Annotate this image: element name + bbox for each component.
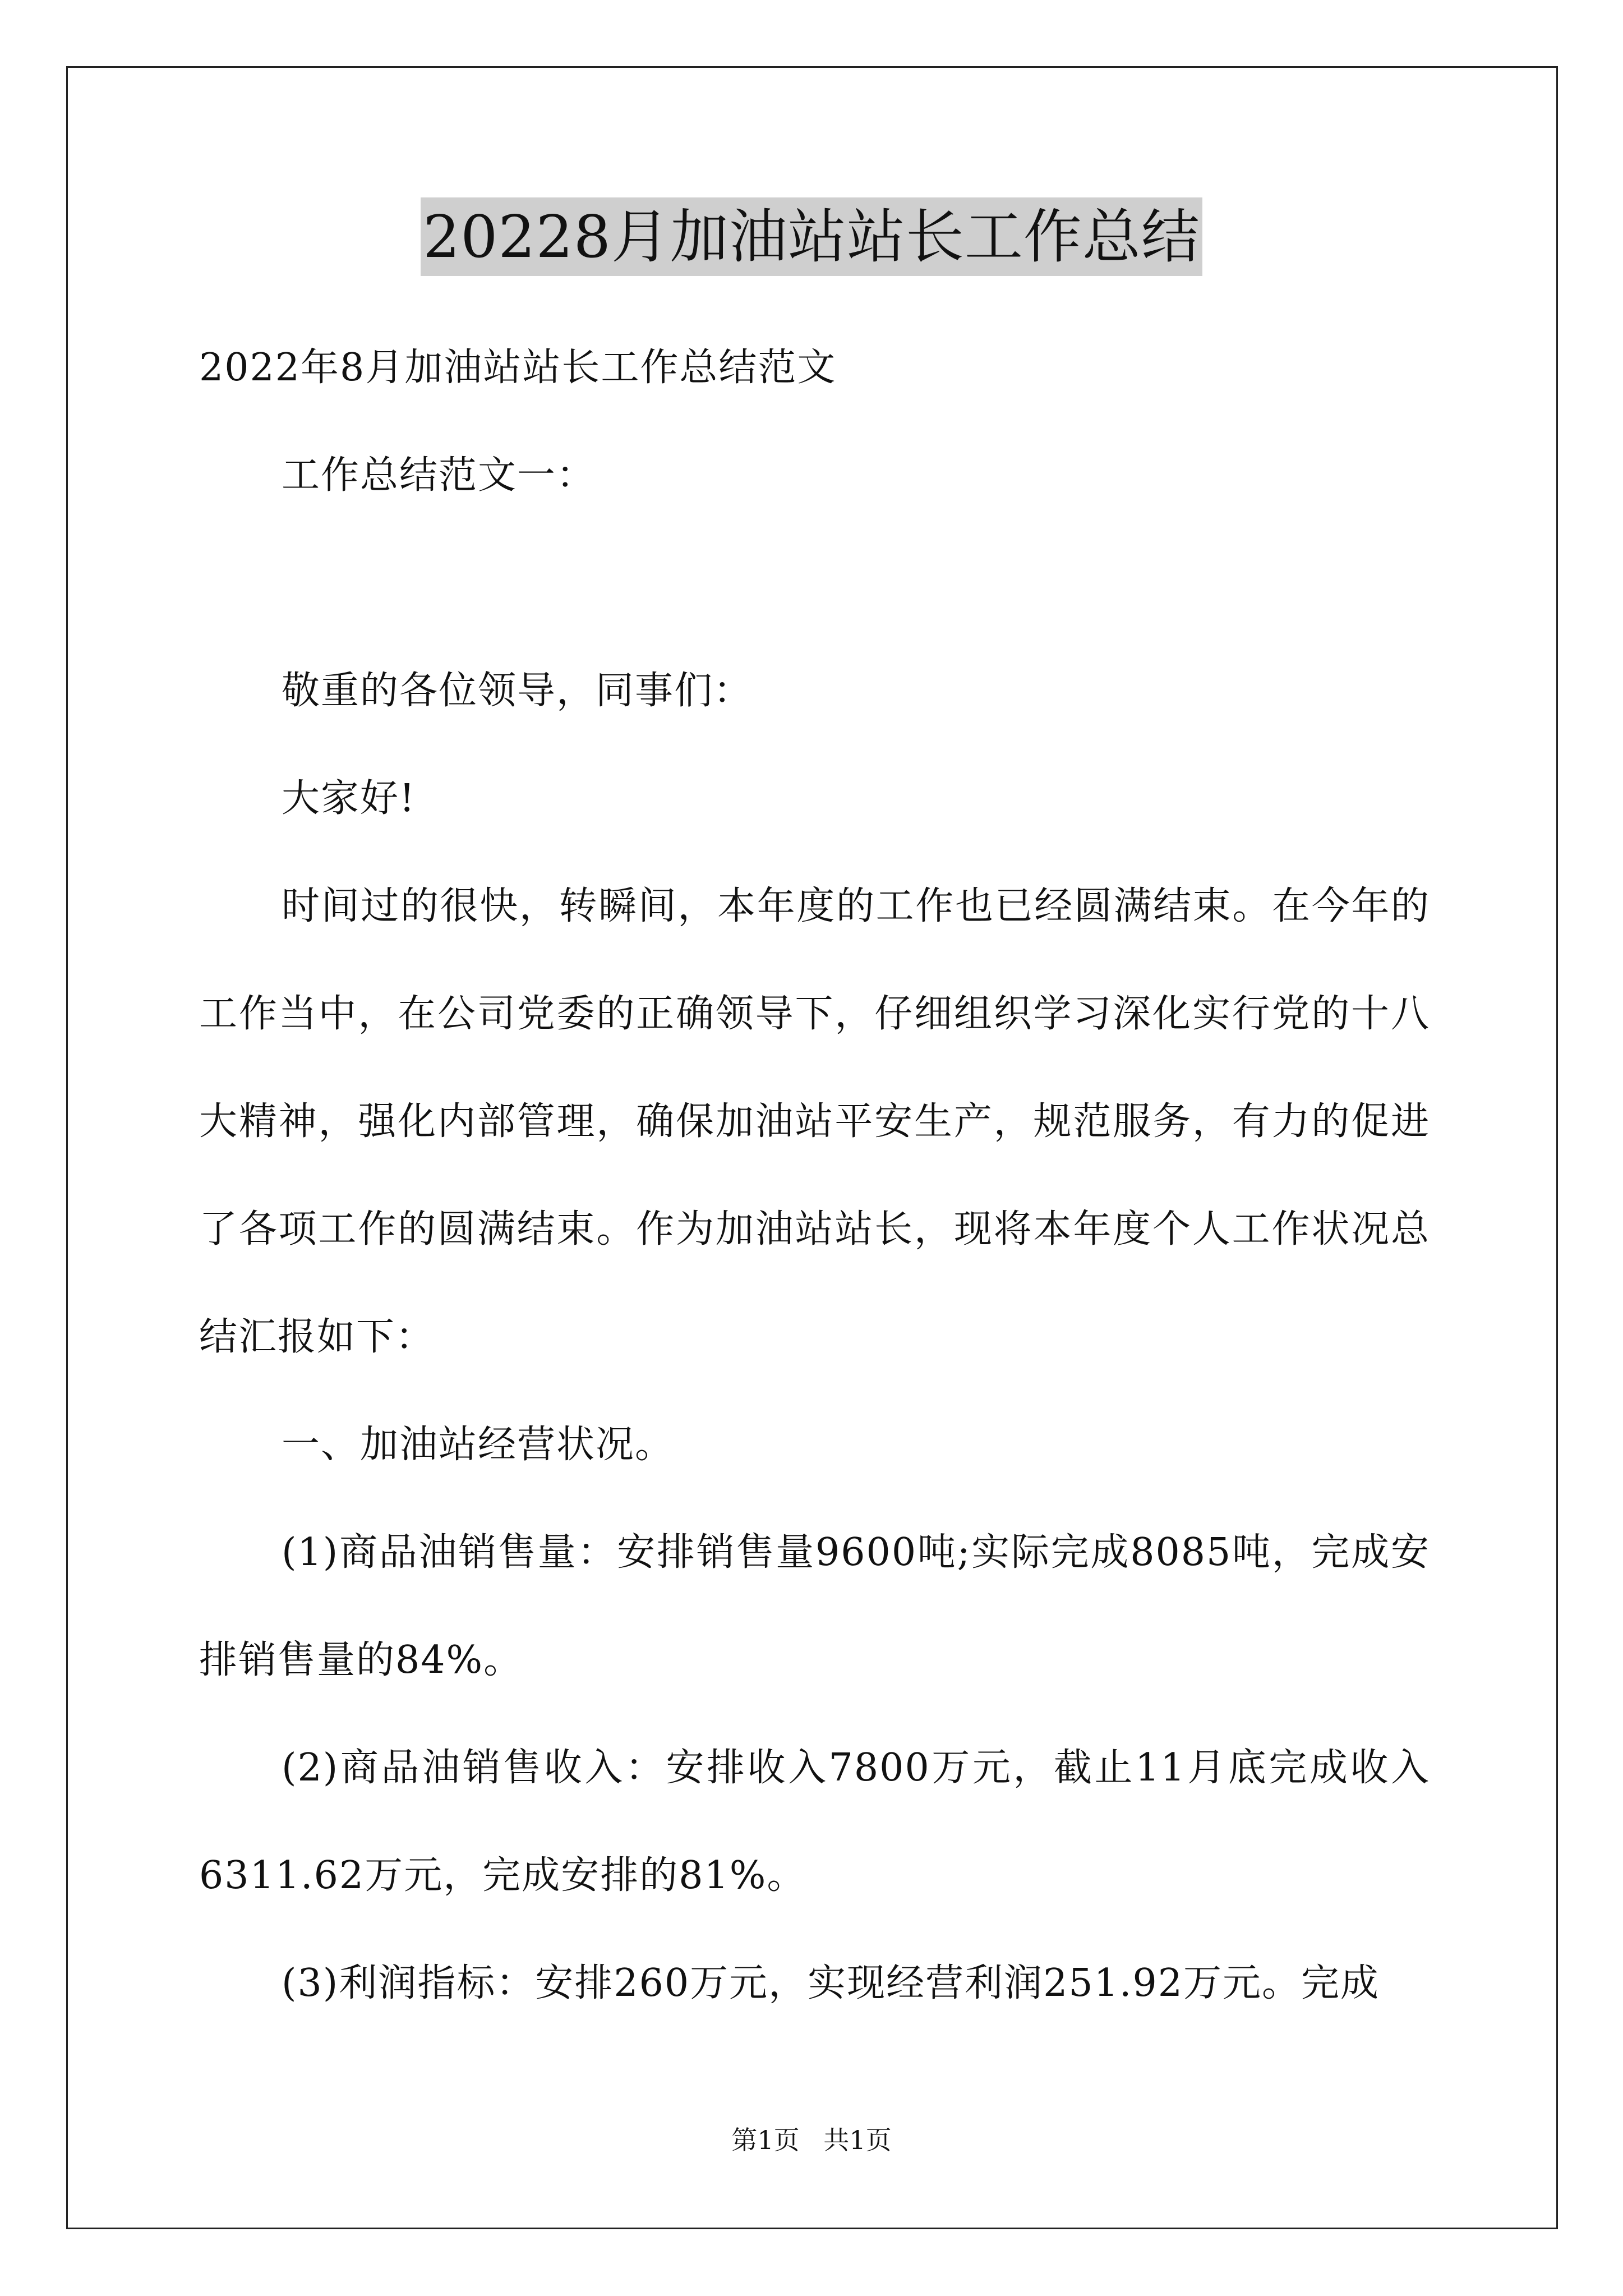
paragraph-sales-volume: (1)商品油销售量：安排销售量9600吨;实际完成8085吨，完成安排销售量的84%。 — [199, 1530, 1430, 1682]
paragraph-sales-revenue: (2)商品油销售收入：安排收入7800万元，截止11月底完成收入6311.62万元，完成安排的81%。 — [199, 1746, 1430, 1898]
document-title: 20228月加油站站长工作总结 — [421, 197, 1202, 276]
page-number-total: 共1页 — [823, 2125, 892, 2155]
document-body — [199, 314, 1430, 2037]
paragraph-intro: 时间过的很快，转瞬间，本年度的工作也已经圆满结束。在今年的工作当中，在公司党委的正确领导下，仔细组织学习深化实行党的十八大精神，强化内部管理，确保加油站平安生产，规范服务，有力的促进了各项工作的圆满结束。作为加油站站长，现将本年度个人工作状况总结汇报如下： — [199, 884, 1430, 1359]
title-container — [0, 197, 1623, 276]
blank-line — [199, 530, 1430, 637]
page-footer — [0, 2123, 1623, 2157]
paragraph-profit: (3)利润指标：安排260万元，实现经营利润251.92万元。完成 — [282, 1961, 1380, 2005]
section-label: 工作总结范文一： — [282, 453, 596, 498]
document-subtitle: 2022年8月加油站站长工作总结范文 — [199, 346, 837, 390]
paragraph-greeting: 大家好! — [282, 776, 416, 821]
paragraph-heading-operations: 一、加油站经营状况。 — [282, 1423, 675, 1467]
paragraph-salutation: 敬重的各位领导，同事们： — [282, 669, 753, 713]
page-number-current: 第1页 — [731, 2125, 800, 2155]
